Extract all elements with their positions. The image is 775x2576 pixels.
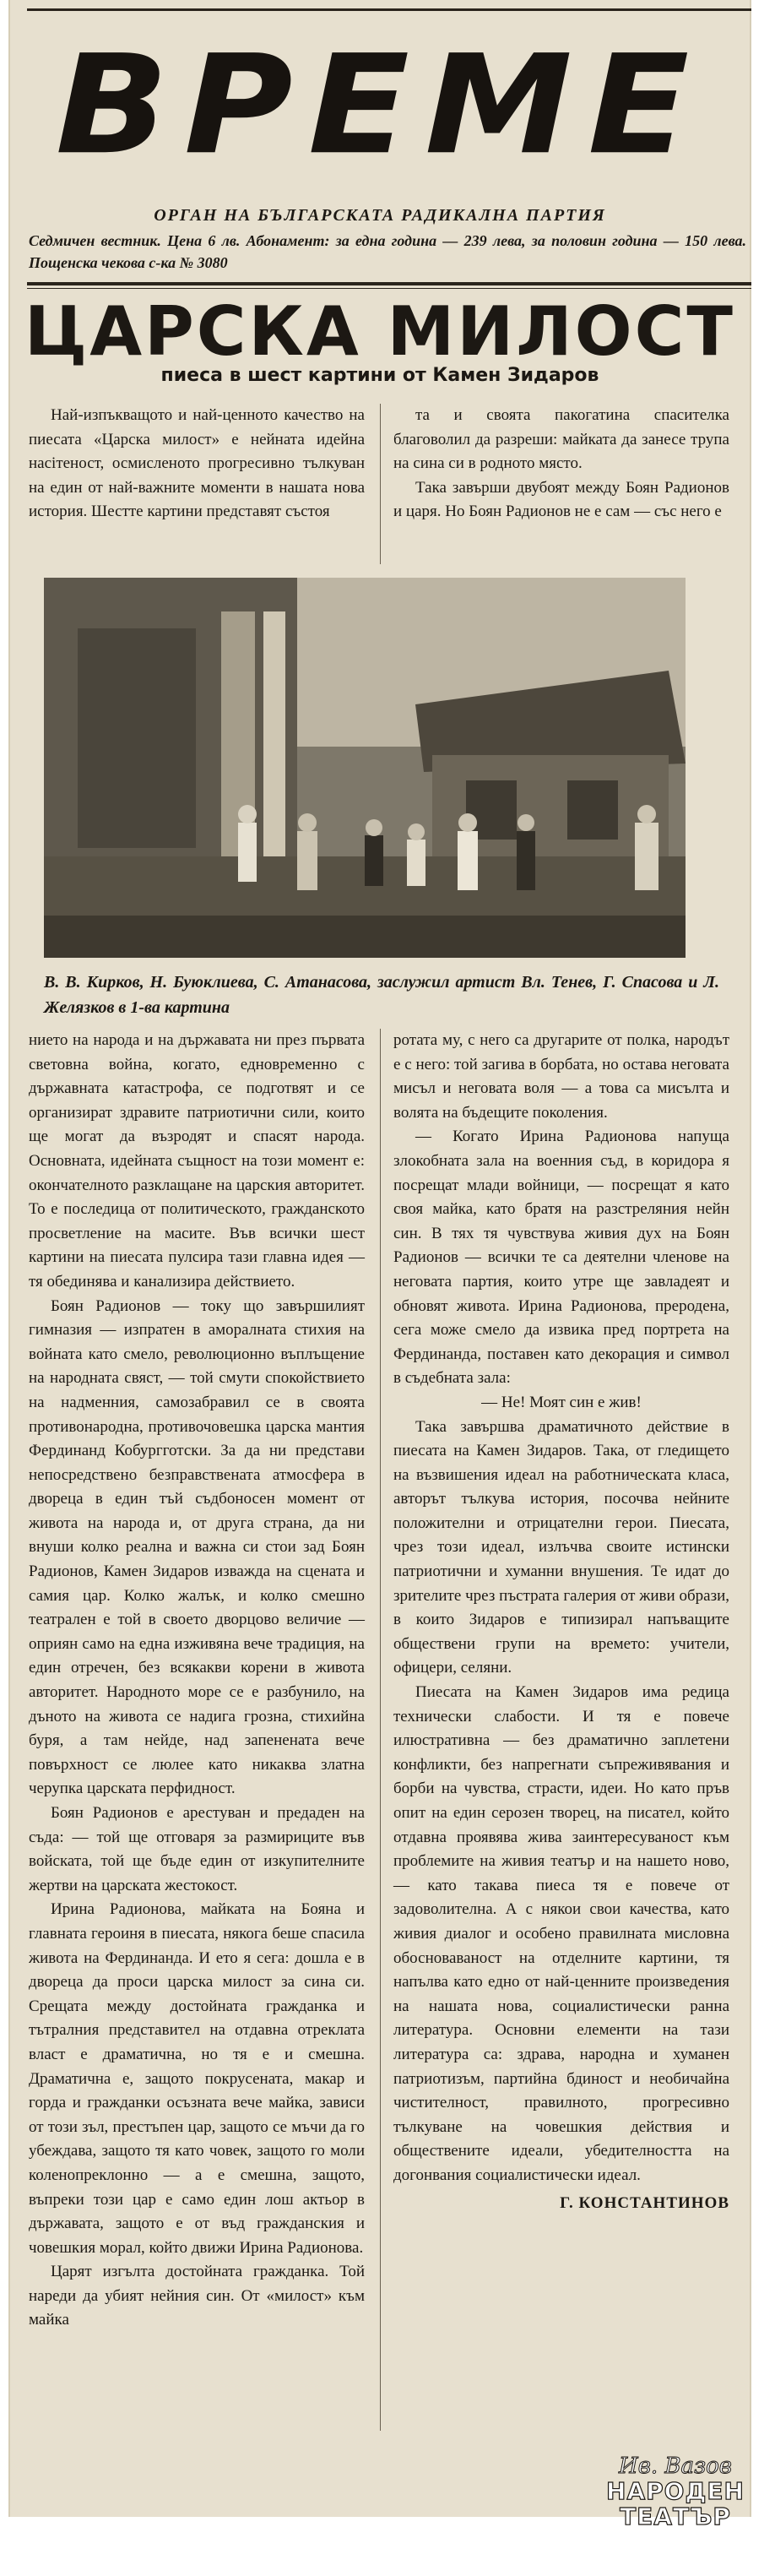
paragraph: Боян Радионов е арестуван и предаден на съда: — той ще отговаря за размириците във войската, той ще бъде един от изкупителните жертви на царската жестокост.	[29, 1804, 365, 1894]
top-rule	[27, 8, 751, 11]
masthead-rule-thick	[27, 282, 751, 285]
text-column-top-right	[393, 404, 729, 524]
author-signature: Г. КОНСТАНТИНОВ	[560, 2193, 729, 2212]
text-column-bottom-left	[29, 1029, 365, 2333]
paragraph: Пиесата на Камен Зидаров има редица технически слабости. И тя е повече илюстративна — без драматично заплетени конфликти, без напрегнати съпреживявания и борби на чувства, страсти, идеи. Но като пръв опит на един серозен творец, на писател, който отдавна проявява жива заинтересуваност към проблемите на живия театър и на нашето ново, — като такава пиеса тя е повече от задоволителна. А с някои свои качества, като живия диалог и особено правилната мисловна обосноваваност на отделните картини, тя напълва като едно от най-ценните произведения на нашата нова, социалистически ранна литература. Основни елементи на тази литература са: здрава, народна и хуманен патриотизъм, партийна бдиност и необичайна чистителност, правилното, прогресивно тълкуване на човешкия действия и обществените идеали, убедителността на догонвания социалистически идеал.	[393, 1683, 729, 2184]
paragraph: та и своята пакогатина спасителка благоволил да разреши: майката да занесе трупа на сина си в родното място.	[393, 406, 729, 473]
article-subtitle: пиеса в шест картини от Камен Зидаров	[160, 365, 599, 386]
article-title: ЦАРСКА МИЛОСТ	[24, 292, 735, 371]
stage-scene-image	[44, 578, 686, 958]
photo-caption: В. В. Кирков, Н. Буюклиева, С. Атанасова, заслужил артист Вл. Тенев, Г. Спасова и Л. Желязков в 1-ва картина	[44, 973, 719, 1017]
production-photo	[44, 578, 686, 958]
stamp-line-3: ТЕАТЪР	[620, 2503, 731, 2530]
text-column-top-left	[29, 404, 365, 524]
paragraph: ротата му, с него са другарите от полка, народът е с него: той загива в борбата, но остава неговата мисъл и неговата воля — а това са мисълта и волята на бъдещите поколения.	[393, 1031, 729, 1122]
masthead-rule-thin	[27, 288, 751, 289]
paragraph: Царят изгълта достойната гражданка. Той нареди да убият нейния син. От «милост» към майка	[29, 2263, 365, 2329]
newspaper-organ-line: ОРГАН НА БЪЛГАРСКАТА РАДИКАЛНА ПАРТИЯ	[154, 206, 606, 225]
paragraph: Така завърши двубоят между Боян Радионов и царя. Но Боян Радионов не е сам — със него е	[393, 478, 729, 521]
newspaper-clipping	[8, 0, 751, 2517]
text-column-bottom-right	[393, 1029, 729, 2215]
paragraph: Ирина Радионова, майката на Бояна и главната героиня в пиесата, някога беше спасила живота на Фердинанда. И ето я сега: дошла е в двореца да проси царска милост за сина си. Срещата между достойната гражданка и тътралния представител на отдавна отреклата власт е драматична, но тя е и смешна. Драматична е, защото покрусената, макар и горда и гражданки осъзната вече майка, зависи от този зъл, престъпен цар, защото се мъчи да го убеждава, защото тя като човек, защото го моли коленопреклонно — а е смешна, защото, въпреки този цар е само един лош актьор в държавата, защото е от въд гражданския и човешкия морал, който движи Ирина Радионова.	[29, 1900, 365, 2257]
national-theatre-stamp-logo	[591, 2454, 760, 2546]
paragraph: Боян Радионов — току що завършилият гимназия — изпратен в аморалната стихия на войната като смело, революционно въплъщение на народната свяст, — той смути спокойствието на надменния, самозабравил се в своята противонародна, противочовешка царска мантия Фердинанд Кобургготски. За да ни представи непосредствено безправствената атмосфера в двореца в един тъй съдбоносен момент от живота на народа и, от друга страна, да ни внуши колко реална и важна си стои зад Боян Радионов, Камен Зидаров изважда на сцената и самия цар. Колко жалък, и колко смешно театрален е той в своето дворцово величие — оприян само на една изживяна вече традиция, на един отречен, без всякакви корени в живота авторитет. Народното море се е разбунило, на дъното на живота се надига грозна, стихийна буря, а там нейде, над запенената вече повърхност се люлее като никаква златна черупка царската перфидност.	[29, 1296, 365, 1798]
quote-line: — Не! Моят син е жив!	[481, 1393, 642, 1411]
paragraph: Най-изпъкващото и най-ценното качество на пиесата «Царска милост» е нейната идейна насітеност, осмисленото прогресивно тълкуван на един от най-важните моменти в нашата нова история. Шестте картини представят състоя	[29, 406, 365, 521]
paragraph: нието на народа и на държавата ни през първата световна война, когато, едновременно с държавната катастрофа, се подготвят и се организират здравите патриотични сили, които ще могат да възродят и спасят народа. Основната, идейната същност на този момент е: окончателното разклащане на царския авторитет. То е последица от политическото, гражданското просветление на масите. Във всички шест картини на пиесата пулсира тази главна идея — тя обединява и канализира действието.	[29, 1031, 365, 1291]
column-divider	[380, 1029, 381, 2431]
column-divider	[380, 404, 381, 564]
subscription-info: Седмичен вестник. Цена 6 лв. Абонамент: за една година — 239 лева, за половин година — 150 лева. Пощенска чекова с-ка № 3080	[29, 232, 746, 271]
stamp-line-1: Ив. Вазов	[619, 2454, 732, 2479]
stamp-line-2: НАРОДЕН	[606, 2477, 745, 2505]
paragraph: — Когато Ирина Радионова напуща злокобната зала на военния съд, в коридора я посрещат млади войници, — посрещат я като своя майка, като братя на разстреляния нейн син. В тях тя чувствува живия дух на Боян Радионов — всички те са деятелни членове на неговата партия, които утре ще завладеят и обновят живота. Ирина Радионова, преродена, сега може смело да извика пред портрета на Фердинанда, поставен като декорация и символ в съдебната зала:	[393, 1128, 729, 1388]
newspaper-name: ВРЕМЕ	[55, 25, 705, 185]
paragraph: Така завършва драматичното действие в пиесата на Камен Зидаров. Така, от гледището на възвишения идеал на работническата класа, авторът тълкува история, посочва нейните положителни и отрицателни герои. Пиесата, чрез този идеал, излъчва своите истински патриотични и хуманни внушения. Те идат до зрителите чрез пъстрата галерия от живи образи, в които Зидаров е типизирал напъващите обществени групи на времето: учители, офицери, селяни.	[393, 1417, 729, 1677]
